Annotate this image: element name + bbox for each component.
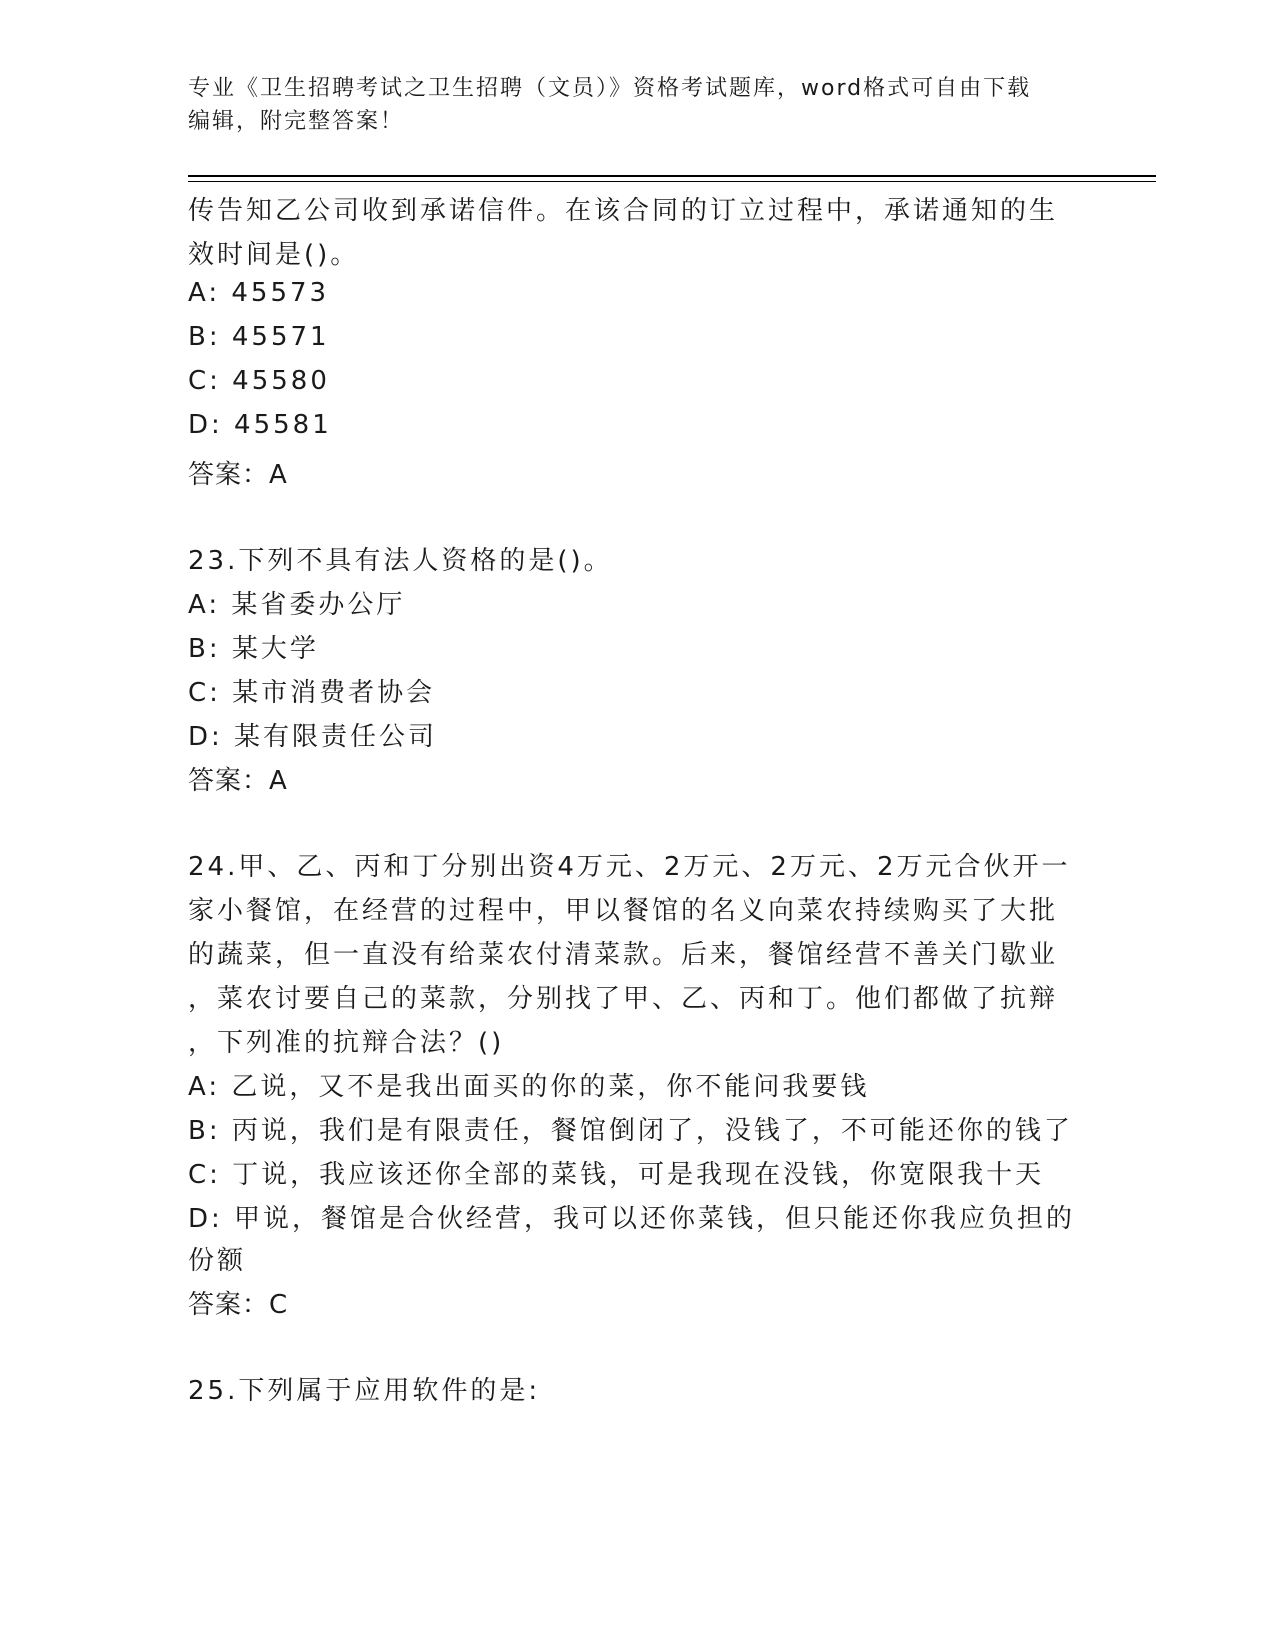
answer: 答案：A bbox=[188, 766, 288, 796]
option-c: C: 某市消费者协会 bbox=[188, 678, 436, 708]
answer: 答案：A bbox=[188, 460, 288, 490]
option-d: D: 45581 bbox=[188, 410, 332, 440]
option-a: A: 45573 bbox=[188, 278, 330, 308]
question-stem-line: 24.甲、乙、丙和丁分别出资4万元、2万元、2万元、2万元合伙开一 bbox=[188, 852, 1071, 882]
header-line-2: 编辑，附完整答案！ bbox=[188, 109, 405, 134]
option-b: B: 某大学 bbox=[188, 634, 319, 664]
option-c: C: 丁说，我应该还你全部的菜钱，可是我现在没钱，你宽限我十天 bbox=[188, 1160, 1045, 1190]
question-stem: 25.下列属于应用软件的是: bbox=[188, 1376, 541, 1406]
question-stem: 23.下列不具有法人资格的是()。 bbox=[188, 546, 613, 576]
question-stem-line: 的蔬菜，但一直没有给菜农付清菜款。后来，餐馆经营不善关门歇业 bbox=[188, 940, 1059, 970]
option-a: A: 某省委办公厅 bbox=[188, 590, 406, 620]
question-stem-line: 效时间是()。 bbox=[188, 240, 360, 270]
option-b: B: 45571 bbox=[188, 322, 330, 352]
header-rule-thin bbox=[188, 181, 1156, 182]
document-header bbox=[188, 72, 1088, 138]
option-d: D: 甲说，餐馆是合伙经营，我可以还你菜钱，但只能还你我应负担的 bbox=[188, 1204, 1076, 1234]
option-a: A: 乙说，又不是我出面买的你的菜，你不能问我要钱 bbox=[188, 1072, 870, 1102]
header-line-1: 专业《卫生招聘考试之卫生招聘（文员）》资格考试题库，word格式可自由下载 bbox=[188, 76, 1032, 101]
option-d-continuation: 份额 bbox=[188, 1246, 247, 1276]
question-stem-line: 家小餐馆，在经营的过程中，甲以餐馆的名义向菜农持续购买了大批 bbox=[188, 896, 1059, 926]
header-rule-thick bbox=[188, 175, 1156, 177]
answer: 答案：C bbox=[188, 1290, 289, 1320]
question-stem-line: ，菜农讨要自己的菜款，分别找了甲、乙、丙和丁。他们都做了抗辩 bbox=[188, 984, 1059, 1014]
option-b: B: 丙说，我们是有限责任，餐馆倒闭了，没钱了，不可能还你的钱了 bbox=[188, 1116, 1073, 1146]
question-stem-line: 传告知乙公司收到承诺信件。在该合同的订立过程中，承诺通知的生 bbox=[188, 196, 1059, 226]
option-d: D: 某有限责任公司 bbox=[188, 722, 438, 752]
option-c: C: 45580 bbox=[188, 366, 330, 396]
question-stem-line: ，下列准的抗辩合法？() bbox=[188, 1028, 505, 1058]
